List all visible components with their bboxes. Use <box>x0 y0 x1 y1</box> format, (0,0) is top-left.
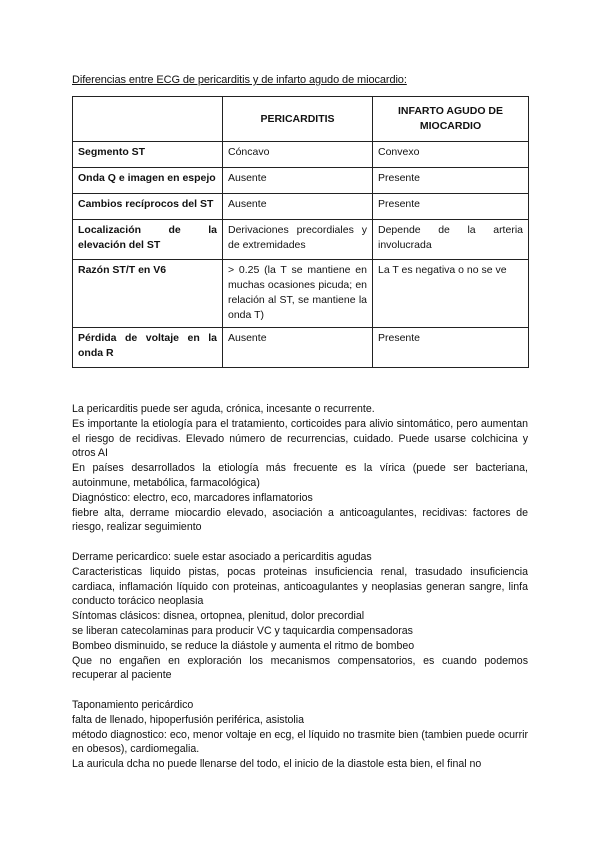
paragraph: En países desarrollados la etiología más frecuente es la vírica (puede ser bacteriana, autoinmune, metabólica, farmacológica) <box>72 462 528 489</box>
paragraph: La pericarditis puede ser aguda, crónica, incesante o recurrente. <box>72 403 375 415</box>
table-row <box>73 142 529 168</box>
row-label: Razón ST/T en V6 <box>73 260 223 328</box>
document-title: Diferencias entre ECG de pericarditis y de infarto agudo de miocardio: <box>72 74 407 86</box>
paragraph: Síntomas clásicos: disnea, ortopnea, plenitud, dolor precordial <box>72 610 365 623</box>
table-row <box>73 328 529 368</box>
table-row <box>73 220 529 260</box>
paragraph: fiebre alta, derrame miocardio elevado, asociación a anticoagulantes, recidivas: factores de riesgo, realizar seguimiento <box>72 506 528 534</box>
table-header-infarto: INFARTO AGUDO DE MIOCARDIO <box>373 97 529 142</box>
paragraph: Diagnóstico: electro, eco, marcadores inflamatorios <box>72 491 313 504</box>
paragraph: falta de llenado, hipoperfusión periférica, asistolia <box>72 713 305 726</box>
cell-pericarditis: > 0.25 (la T se mantiene en muchas ocasiones picuda; en relación al ST, se mantiene la onda T) <box>223 260 373 328</box>
paragraph: Es importante la etiología para el tratamiento, corticoides para alivio sintomático, pero aumentan el riesgo de recidivas. Elevado número de recurrencias, cuidado. Puede usarse colchicina y otros AI <box>72 417 528 460</box>
row-label: Cambios recíprocos del ST <box>73 194 223 220</box>
cell-infarto: Presente <box>373 168 529 194</box>
table-header-empty <box>73 97 223 142</box>
cell-pericarditis: Derivaciones precordiales y de extremidades <box>223 220 373 260</box>
row-label: Onda Q e imagen en espejo <box>73 168 223 194</box>
paragraph: Bombeo disminuido, se reduce la diástole y aumenta el ritmo de bombeo <box>72 639 415 652</box>
cell-infarto: Presente <box>373 194 529 220</box>
cell-pericarditis: Ausente <box>223 194 373 220</box>
paragraph: método diagnostico: eco, menor voltaje en ecg, el líquido no trasmite bien (tambien puede ocurrir en obesos), cardiomegalia. <box>72 728 528 756</box>
paragraph: La auricula dcha no puede llenarse del todo, el inicio de la diastole esta bien, el final no <box>72 758 482 771</box>
cell-infarto: Depende de la arteria involucrada <box>373 220 529 260</box>
paragraph-gap <box>72 535 528 550</box>
paragraph: Caracteristicas liquido pistas, pocas proteinas insuficiencia renal, trasudado insuficiencia cardiaca, inflamación líquido con proteinas, anticoagulantes y neoplasias generan sangre, linfa conducto torácico neoplasia <box>72 565 528 608</box>
cell-pericarditis: Cóncavo <box>223 142 373 168</box>
ecg-comparison-table <box>72 96 529 368</box>
row-label: Segmento ST <box>73 142 223 168</box>
paragraph-gap <box>72 683 528 698</box>
paragraph: se liberan catecolaminas para producir VC y taquicardia compensadoras <box>72 624 413 637</box>
notes-body <box>72 402 528 772</box>
table-header-row <box>73 97 529 142</box>
cell-pericarditis: Ausente <box>223 168 373 194</box>
cell-infarto: Presente <box>373 328 529 368</box>
paragraph: Que no engañen en exploración los mecanismos compensatorios, es cuando podemos recuperar al paciente <box>72 654 528 682</box>
cell-infarto: Convexo <box>373 142 529 168</box>
row-label: Localización de la elevación del ST <box>73 220 223 260</box>
cell-pericarditis: Ausente <box>223 328 373 368</box>
table-row <box>73 194 529 220</box>
paragraph: Derrame pericardico: suele estar asociado a pericarditis agudas <box>72 550 372 563</box>
table-header-pericarditis: PERICARDITIS <box>223 97 373 142</box>
cell-infarto: La T es negativa o no se ve <box>373 260 529 328</box>
table-row <box>73 260 529 328</box>
row-label: Pérdida de voltaje en la onda R <box>73 328 223 368</box>
section-heading: Taponamiento pericárdico <box>72 698 194 711</box>
table-row <box>73 168 529 194</box>
